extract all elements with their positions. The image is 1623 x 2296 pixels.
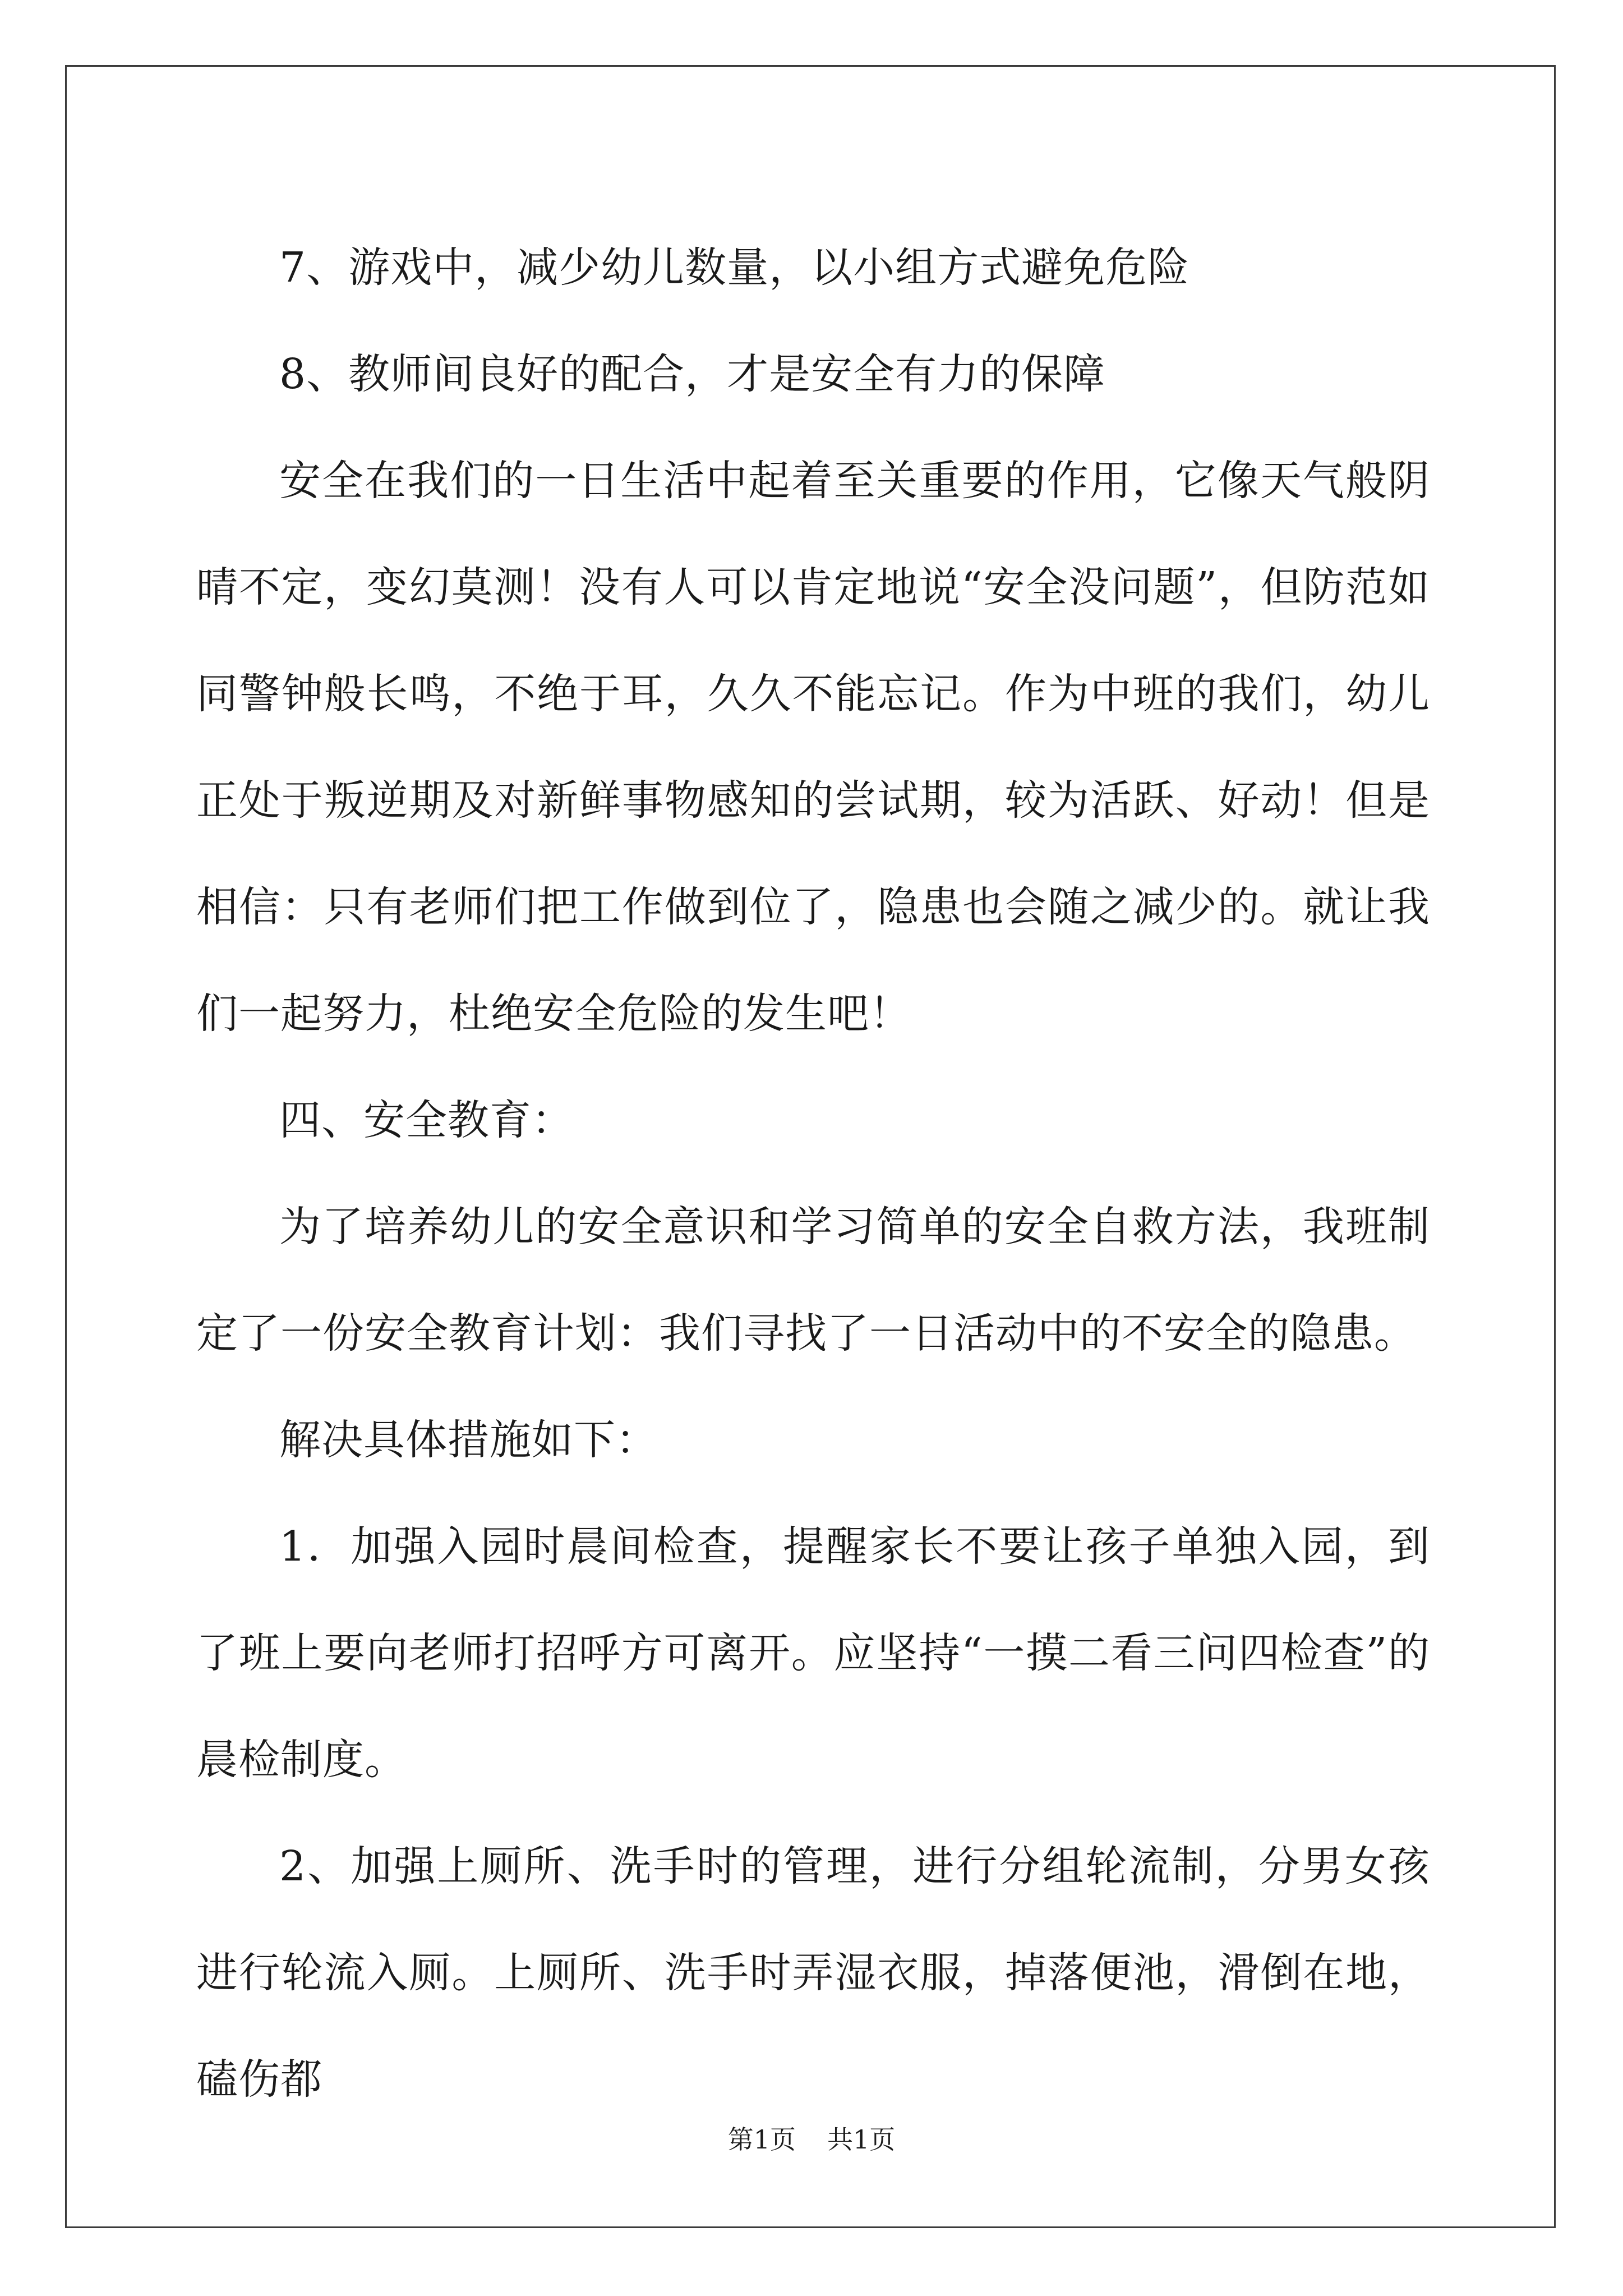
page-footer <box>0 2119 1623 2156</box>
paragraph: 安全在我们的一日生活中起着至关重要的作用，它像天气般阴晴不定，变幻莫测！没有人可以肯定地说“安全没问题”，但防范如同警钟般长鸣，不绝于耳，久久不能忘记。作为中班的我们，幼儿正处于叛逆期及对新鲜事物感知的尝试期，较为活跃、好动！但是相信：只有老师们把工作做到位了，隐患也会随之减少的。就让我们一起努力，杜绝安全危险的发生吧！ <box>196 457 1430 1038</box>
page-number: 第1页 <box>727 2124 796 2155</box>
document-body <box>196 214 1430 2133</box>
paragraph: 1．加强入园时晨间检查，提醒家长不要让孩子单独入园，到了班上要向老师打招呼方可离开。应坚持“一摸二看三问四检查”的晨检制度。 <box>196 1522 1430 1784</box>
paragraph: 为了培养幼儿的安全意识和学习简单的安全自救方法，我班制定了一份安全教育计划：我们寻找了一日活动中的不安全的隐患。 <box>196 1203 1430 1358</box>
paragraph: 8、教师间良好的配合，才是安全有力的保障 <box>279 350 1106 398</box>
paragraph: 2、加强上厕所、洗手时的管理，进行分组轮流制，分男女孩进行轮流入厕。上厕所、洗手时弄湿衣服，掉落便池，滑倒在地，磕伤都 <box>196 1842 1430 2104</box>
page-total: 共1页 <box>827 2124 896 2155</box>
paragraph: 7、游戏中，减少幼儿数量，以小组方式避免危险 <box>279 243 1190 292</box>
section-heading: 四、安全教育： <box>279 1096 574 1144</box>
paragraph: 解决具体措施如下： <box>279 1416 658 1464</box>
